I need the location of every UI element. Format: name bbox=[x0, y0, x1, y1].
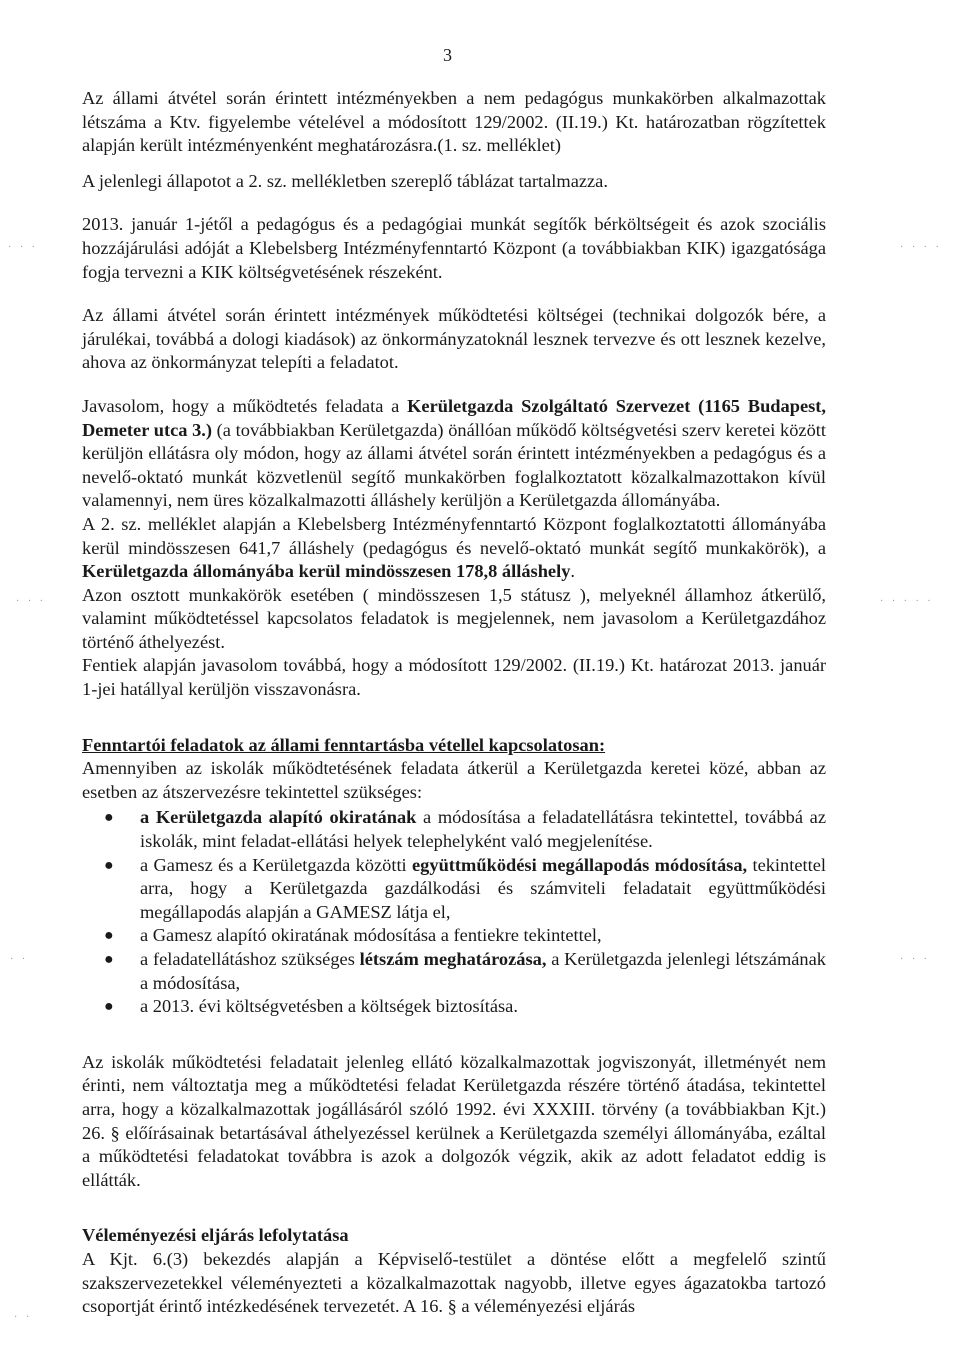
text-run: a Gamesz és a Kerületgazda közötti bbox=[140, 854, 413, 875]
bullet-icon: ● bbox=[104, 927, 114, 945]
bold-staffing-total: Kerületgazda állományába kerül mindösszesen 178,8 álláshely bbox=[82, 561, 571, 582]
list-item bbox=[82, 995, 826, 1019]
bullet-icon: ● bbox=[104, 951, 114, 968]
bullet-icon: ● bbox=[104, 856, 114, 874]
section-heading-consultation: Véleményezési eljárás lefolytatása bbox=[82, 1225, 349, 1246]
list-item bbox=[82, 854, 826, 925]
paragraph-employment-status: Az iskolák működtetési feladatait jelenleg ellátó közalkalmazottak jogviszonyát, illetményét nem érinti, nem változtatja meg a működtetési feladat Kerületgazda részére történő átadása, tekintettel arra, hogy a közalkalmazottak jogállásáról szóló 1992. évi XXXIII. törvény (a továbbiakban Kjt.) 26. § előírásainak betartásával áthelyezéssel kerülnek a Kerületgazda személyi állományába, ezáltal a működtetési feladatokat továbbra is azok a dolgozók végzik, akik az adott feladatot eddig is ellátták. bbox=[82, 1051, 826, 1190]
bold-text-run: együttműködési megállapodás módosítása, bbox=[412, 854, 748, 875]
paragraph-shared-roles: Azon osztott munkakörök esetében ( mindösszesen 1,5 státusz ), melyeknél államhoz átkerülő, valamint működtetéssel kapcsolatos feladatok is megjelennek, nem javasolom a Kerületgazdához történő áthelyezést. bbox=[82, 584, 826, 652]
list-item bbox=[82, 806, 826, 853]
paragraph-kik-planning: 2013. január 1-jétől a pedagógus és a pedagógiai munkát segítők bérköltségeit és azok szociális hozzájárulási adóját a Klebelsberg Intézményfenntartó Központ (a továbbiakban KIK) igazgatósága fogja tervezni a KIK költségvetésének részeként. bbox=[82, 214, 826, 282]
scan-speck: · · · · bbox=[900, 242, 942, 253]
scan-speck: · · bbox=[10, 954, 29, 965]
scan-speck: · · · bbox=[16, 596, 46, 607]
paragraph-proposal bbox=[82, 395, 826, 513]
paragraph-revocation: Fentiek alapján javasolom továbbá, hogy a módosított 129/2002. (II.19.) Kt. határozat 2013. január 1-jei hatállyal kerüljön visszavonásra. bbox=[82, 655, 826, 700]
bold-organization-name: Kerületgazda Szolgáltató Szervezet (1165 Budapest, Demeter utca 3.) bbox=[82, 395, 826, 440]
paragraph-staffing-numbers bbox=[82, 513, 826, 584]
bold-text-run: a Kerületgazda alapító okiratának bbox=[140, 807, 417, 828]
paragraph-reorganization-intro: Amennyiben az iskolák működtetésének feladata átkerül a Kerületgazda keretei közé, abban az esetben az átszervezésre tekintettel szükséges: bbox=[82, 758, 826, 802]
paragraph-operating-costs: Az állami átvétel során érintett intézmények működtetési költségei (technikai dolgozók bére, a járulékai, továbbá a dologi kiadások) az önkormányzatoknál lesznek tervezve és ott lesznek kezelve, ahova az önkormányzat telepíti a feladatot. bbox=[82, 305, 826, 373]
scan-speck: · · · bbox=[900, 954, 930, 965]
section-heading-maintainer-tasks: Fenntartói feladatok az állami fenntartásba vétellel kapcsolatosan: bbox=[82, 734, 606, 755]
text-run: (a továbbiakban Kerületgazda) önállóan működő költségvetési szerv keretei között kerüljön ellátásra oly módon, hogy az állami átvétel során érintett intézményekben a pedagógus és a nevelő-oktató munkát közvetlenül segítő munkakörben foglalkoztatott közalkalmazottakon kívül valamennyi, nem üres közalkalmazotti álláshely kerüljön a Kerületgazda állományába. bbox=[82, 419, 826, 511]
list-item bbox=[82, 948, 826, 995]
paragraph-staff-count: Az állami átvétel során érintett intézményekben a nem pedagógus munkakörben alkalmazottak létszáma a Ktv. figyelembe vételével a módosított 129/2002. (II.19.) Kt. határozatban rögzítettek alapján került intézményenként meghatározásra.(1. sz. melléklet) bbox=[82, 88, 826, 156]
text-run: a Kerületgazda jelenlegi létszámának a módosítása, bbox=[140, 949, 826, 993]
text-run: A 2. sz. melléklet alapján a Klebelsberg Intézményfenntartó Központ foglalkoztatotti állományába kerül mindösszesen 641,7 álláshely (pedagógus és nevelő-oktató munkát segítő munkakörök), a bbox=[82, 513, 826, 558]
page-number: 3 bbox=[443, 45, 452, 65]
bullet-icon: ● bbox=[104, 998, 114, 1016]
document-body bbox=[82, 87, 826, 1319]
paragraph-consultation: A Kjt. 6.(3) bekezdés alapján a Képviselő-testület a döntése előtt a megfelelő szintű szakszervezetekkel véleményezteti a közalkalmazottak nagyobb, illetve egyes ágazatokba tartozó csoportját érintő intézkedésének tervezetét. A 16. § a véleményezési eljárás bbox=[82, 1248, 826, 1317]
scan-speck: · · bbox=[14, 1312, 33, 1323]
text-run: Javasolom, hogy a működtetés feladata a bbox=[82, 395, 408, 416]
text-run: . bbox=[570, 561, 575, 582]
scan-speck: · · · bbox=[8, 242, 38, 253]
text-run: a 2013. évi költségvetésben a költségek biztosítása. bbox=[140, 996, 518, 1017]
bullet-icon: ● bbox=[104, 809, 114, 827]
paragraph-current-state: A jelenlegi állapotot a 2. sz. mellékletben szereplő táblázat tartalmazza. bbox=[82, 170, 608, 191]
text-run: tekintettel arra, hogy a Kerületgazda gazdálkodási és számviteli feladatait együttműködési megállapodás alapján a GAMESZ látja el, bbox=[140, 854, 826, 922]
text-run: a feladatellátáshoz szükséges bbox=[140, 949, 360, 969]
scan-speck: · · · · · bbox=[880, 596, 934, 607]
bold-text-run: létszám meghatározása, bbox=[359, 949, 547, 969]
task-list bbox=[82, 806, 826, 1018]
list-item bbox=[82, 924, 826, 948]
text-run: a módosítása a feladatellátásra tekintettel, továbbá az iskolák, mint feladat-ellátási helyek telephelyként való megjelenítése. bbox=[140, 807, 826, 852]
text-run: a Gamesz alapító okiratának módosítása a fentiekre tekintettel, bbox=[140, 925, 602, 946]
